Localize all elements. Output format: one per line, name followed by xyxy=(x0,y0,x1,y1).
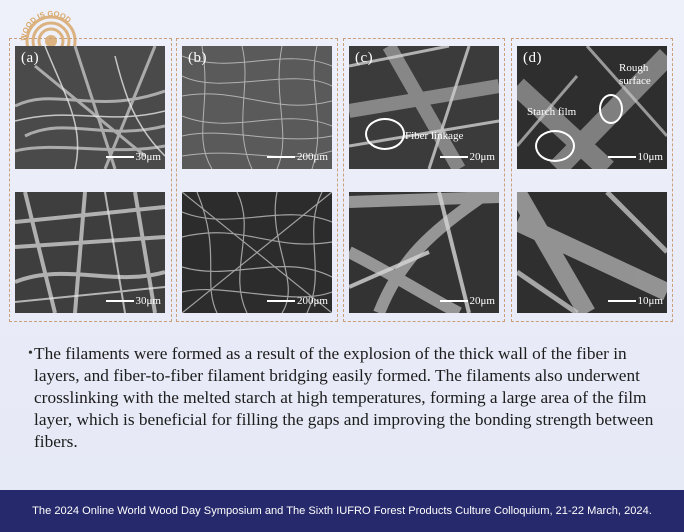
sem-image-d-top xyxy=(517,46,667,169)
footer-bar xyxy=(0,490,684,532)
sem-image-d-bottom xyxy=(517,192,667,313)
sem-image-a-bottom xyxy=(15,192,165,313)
body-paragraph: The filaments were formed as a result of the explosion of the thick wall of the fiber in layers, and fiber-to-fiber filament bridging easily formed. The filaments also underwent crosslinking with the melted starch at high temperatures, forming a large area of the film layer, which is beneficial for filling the gaps and improving the bonding strength between fibers. xyxy=(34,344,654,451)
sem-image-c-top xyxy=(349,46,499,169)
scale-bar-b-bottom xyxy=(267,295,328,307)
sem-image-c-bottom xyxy=(349,192,499,313)
rough-surface-annotation: Rough surface xyxy=(619,62,651,87)
panel-d-label: (d) xyxy=(523,50,542,66)
panel-a-label: (a) xyxy=(21,50,40,66)
bullet-item xyxy=(28,343,658,453)
sem-image-b-bottom xyxy=(182,192,332,313)
fiber-linkage-annotation: Fiber linkage xyxy=(405,130,464,142)
scale-bar-a-top xyxy=(106,151,161,163)
panel-b-label: (b) xyxy=(188,50,207,66)
rough-surface-circle xyxy=(599,94,623,124)
scale-text: 10μm xyxy=(637,295,663,307)
scale-text: 20μm xyxy=(469,295,495,307)
scale-text: 10μm xyxy=(637,151,663,163)
scale-bar-c-top xyxy=(440,151,495,163)
panel-c-label: (c) xyxy=(355,50,374,66)
bullet-list xyxy=(28,343,658,453)
sem-image-a-top xyxy=(15,46,165,169)
logo-arc-text: WOOD IS GOOD xyxy=(18,8,74,42)
scale-text: 200μm xyxy=(297,295,328,307)
footer-text: The 2024 Online World Wood Day Symposium and The Sixth IUFRO Forest Products Culture Colloquium, 21-22 March, 2024. xyxy=(32,505,652,517)
scale-bar-d-top xyxy=(608,151,663,163)
sem-image-b-top xyxy=(182,46,332,169)
fiber-linkage-circle xyxy=(365,118,405,150)
scale-text: 20μm xyxy=(469,151,495,163)
starch-film-circle xyxy=(535,130,575,162)
scale-bar-b-top xyxy=(267,151,328,163)
scale-text: 30μm xyxy=(135,151,161,163)
scale-bar-d-bottom xyxy=(608,295,663,307)
scale-text: 200μm xyxy=(297,151,328,163)
scale-text: 30μm xyxy=(135,295,161,307)
scale-bar-a-bottom xyxy=(106,295,161,307)
starch-film-annotation: Starch film xyxy=(527,106,577,118)
scale-bar-c-bottom xyxy=(440,295,495,307)
bullet-marker: • xyxy=(28,346,33,361)
